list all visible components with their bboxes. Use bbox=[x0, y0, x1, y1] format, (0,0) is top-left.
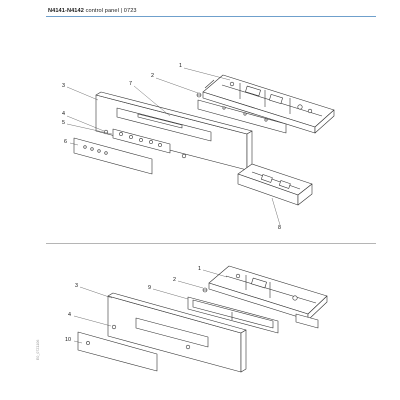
callout-bottom-10: 10 bbox=[65, 337, 71, 343]
callout-bottom-4: 4 bbox=[68, 312, 71, 318]
callout-top-4: 4 bbox=[62, 111, 65, 117]
callout-bottom-3: 3 bbox=[75, 283, 78, 289]
top-part-2-screw bbox=[197, 93, 201, 97]
callout-top-8: 8 bbox=[278, 225, 281, 231]
callout-top-3: 3 bbox=[62, 83, 65, 89]
top-part-8-bracket bbox=[238, 164, 312, 205]
callout-bottom-1: 1 bbox=[198, 266, 201, 272]
callout-top-5: 5 bbox=[62, 120, 65, 126]
callout-bottom-2: 2 bbox=[173, 277, 176, 283]
callout-top-1: 1 bbox=[179, 63, 182, 69]
header-subtitle: control panel | 0723 bbox=[83, 8, 137, 14]
callout-top-7: 7 bbox=[129, 81, 132, 87]
header-model: N4141-N4142 bbox=[48, 8, 84, 14]
callout-bottom-9: 9 bbox=[148, 285, 151, 291]
bottom-part-2-screw bbox=[203, 288, 207, 292]
callout-top-6: 6 bbox=[64, 139, 67, 145]
margin-reference-code: E0_07Z1106 bbox=[36, 339, 40, 360]
callout-top-2: 2 bbox=[151, 73, 154, 79]
